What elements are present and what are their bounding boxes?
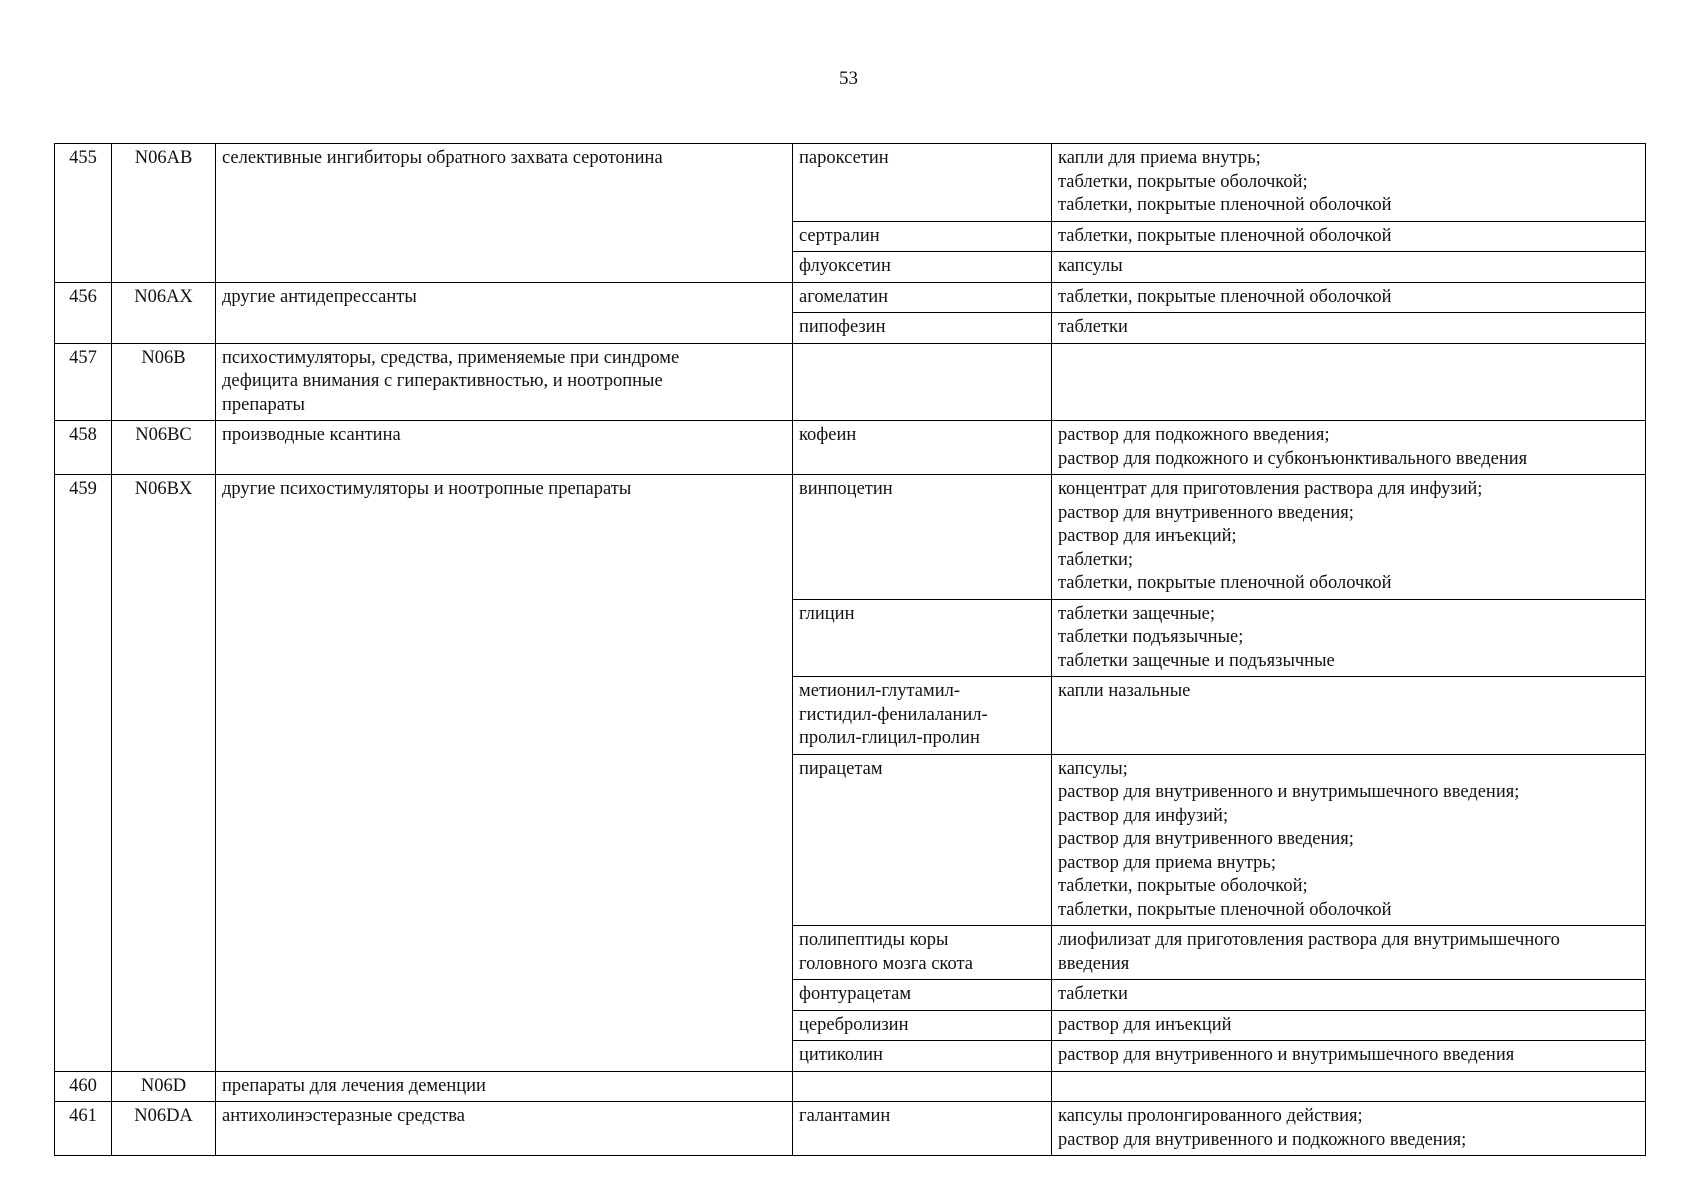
text-line: метионил-глутамил- bbox=[799, 681, 960, 701]
text-line: раствор для внутривенного введения; bbox=[1058, 829, 1354, 849]
dosage-forms-cell bbox=[1052, 313, 1646, 344]
text-line: концентрат для приготовления раствора для инфузий; bbox=[1058, 479, 1483, 499]
text-line: раствор для приема внутрь; bbox=[1058, 852, 1276, 873]
drug-name-cell bbox=[793, 754, 1052, 926]
medicines-table bbox=[54, 143, 1646, 1156]
text-line: таблетки, покрытые пленочной оболочкой bbox=[1058, 573, 1392, 593]
atc-code-cell: N06AX bbox=[112, 282, 216, 343]
text-line: капли назальные bbox=[1058, 681, 1191, 701]
text-line: пролил-глицил-пролин bbox=[799, 728, 980, 748]
table-row bbox=[55, 421, 1646, 475]
drug-name-cell bbox=[793, 1102, 1052, 1156]
group-name-cell bbox=[216, 282, 793, 343]
text-line: психостимуляторы, средства, применяемые при синдроме bbox=[222, 347, 680, 368]
dosage-forms-cell bbox=[1052, 343, 1646, 421]
text-line: фонтурацетам bbox=[799, 984, 912, 1004]
dosage-forms-cell bbox=[1052, 282, 1646, 313]
text-line: капсулы пролонгированного действия; bbox=[1058, 1106, 1363, 1126]
row-number-cell: 456 bbox=[55, 282, 112, 343]
dosage-forms-cell bbox=[1052, 421, 1646, 475]
text-line: селективные ингибиторы обратного захвата серотонина bbox=[222, 148, 663, 168]
text-line: капсулы bbox=[1058, 256, 1123, 276]
group-name-cell bbox=[216, 343, 793, 421]
drug-name-cell bbox=[793, 1041, 1052, 1072]
text-line: раствор для внутривенного и внутримышечного введения; bbox=[1058, 782, 1520, 802]
dosage-forms-cell bbox=[1052, 754, 1646, 926]
drug-name-cell bbox=[793, 144, 1052, 222]
text-line: раствор для инфузий; bbox=[1058, 805, 1229, 826]
atc-code-cell: N06AB bbox=[112, 144, 216, 283]
text-line: раствор для внутривенного и внутримышечного введения bbox=[1058, 1045, 1515, 1065]
dosage-forms-cell bbox=[1052, 144, 1646, 222]
drug-name-cell bbox=[793, 282, 1052, 313]
text-line: таблетки защечные и подъязычные bbox=[1058, 650, 1335, 671]
table-row bbox=[55, 144, 1646, 222]
group-name-cell bbox=[216, 1071, 793, 1102]
text-line: пароксетин bbox=[799, 148, 889, 168]
text-line: препараты для лечения деменции bbox=[222, 1075, 486, 1096]
text-line: таблетки; bbox=[1058, 549, 1134, 570]
text-line: таблетки, покрытые пленочной оболочкой bbox=[1058, 195, 1392, 215]
text-line: раствор для инъекций; bbox=[1058, 526, 1237, 546]
text-line: таблетки, покрытые оболочкой; bbox=[1058, 171, 1308, 192]
dosage-forms-cell bbox=[1052, 1071, 1646, 1102]
text-line: таблетки bbox=[1058, 984, 1128, 1004]
text-line: пипофезин bbox=[799, 317, 886, 337]
text-line: таблетки, покрытые оболочкой; bbox=[1058, 876, 1308, 896]
drug-name-cell bbox=[793, 252, 1052, 283]
row-number-cell: 457 bbox=[55, 343, 112, 421]
dosage-forms-cell bbox=[1052, 475, 1646, 600]
dosage-forms-cell bbox=[1052, 1041, 1646, 1072]
table-row bbox=[55, 343, 1646, 421]
text-line: винпоцетин bbox=[799, 479, 893, 499]
text-line: дефицита внимания с гиперактивностью, и ноотропные bbox=[222, 371, 663, 391]
atc-code-cell: N06D bbox=[112, 1071, 216, 1102]
drug-name-cell bbox=[793, 599, 1052, 677]
text-line: раствор для подкожного введения; bbox=[1058, 425, 1330, 445]
drug-name-cell bbox=[793, 980, 1052, 1011]
text-line: полипептиды коры bbox=[799, 930, 949, 950]
text-line: галантамин bbox=[799, 1106, 891, 1126]
dosage-forms-cell bbox=[1052, 926, 1646, 980]
text-line: раствор для внутривенного введения; bbox=[1058, 502, 1354, 523]
text-line: лиофилизат для приготовления раствора для внутримышечного bbox=[1058, 930, 1560, 950]
drug-name-cell bbox=[793, 1010, 1052, 1041]
drug-name-cell bbox=[793, 475, 1052, 600]
row-number-cell: 459 bbox=[55, 475, 112, 1072]
text-line: пирацетам bbox=[799, 758, 883, 779]
row-number-cell: 458 bbox=[55, 421, 112, 475]
text-line: агомелатин bbox=[799, 286, 889, 307]
dosage-forms-cell bbox=[1052, 677, 1646, 755]
text-line: таблетки защечные; bbox=[1058, 603, 1216, 624]
row-number-cell: 461 bbox=[55, 1102, 112, 1156]
dosage-forms-cell bbox=[1052, 221, 1646, 252]
drug-name-cell bbox=[793, 677, 1052, 755]
drug-name-cell bbox=[793, 1071, 1052, 1102]
text-line: раствор для подкожного и субконъюнктивального введения bbox=[1058, 448, 1528, 469]
dosage-forms-cell bbox=[1052, 599, 1646, 677]
text-line: препараты bbox=[222, 394, 305, 415]
drug-name-cell bbox=[793, 421, 1052, 475]
table-row bbox=[55, 1102, 1646, 1156]
group-name-cell bbox=[216, 1102, 793, 1156]
group-name-cell bbox=[216, 475, 793, 1072]
drug-name-cell bbox=[793, 221, 1052, 252]
row-number-cell: 455 bbox=[55, 144, 112, 283]
dosage-forms-cell bbox=[1052, 252, 1646, 283]
text-line: раствор для внутривенного и подкожного введения; bbox=[1058, 1129, 1467, 1150]
drug-name-cell bbox=[793, 343, 1052, 421]
text-line: сертралин bbox=[799, 225, 880, 246]
drug-name-cell bbox=[793, 313, 1052, 344]
text-line: таблетки bbox=[1058, 317, 1128, 337]
text-line: капли для приема внутрь; bbox=[1058, 148, 1261, 168]
text-line: цитиколин bbox=[799, 1045, 883, 1065]
text-line: антихолинэстеразные средства bbox=[222, 1106, 465, 1126]
text-line: таблетки, покрытые пленочной оболочкой bbox=[1058, 225, 1392, 246]
text-line: таблетки, покрытые пленочной оболочкой bbox=[1058, 899, 1392, 920]
atc-code-cell: N06BX bbox=[112, 475, 216, 1072]
table-row bbox=[55, 475, 1646, 600]
text-line: церебролизин bbox=[799, 1014, 909, 1035]
group-name-cell bbox=[216, 421, 793, 475]
text-line: головного мозга скота bbox=[799, 953, 973, 974]
drug-name-cell bbox=[793, 926, 1052, 980]
text-line: флуоксетин bbox=[799, 256, 891, 276]
page-number: 53 bbox=[839, 68, 858, 89]
row-number-cell: 460 bbox=[55, 1071, 112, 1102]
text-line: производные ксантина bbox=[222, 425, 401, 445]
atc-code-cell: N06B bbox=[112, 343, 216, 421]
text-line: кофеин bbox=[799, 425, 857, 445]
dosage-forms-cell bbox=[1052, 1102, 1646, 1156]
text-line: другие антидепрессанты bbox=[222, 286, 417, 307]
table-row bbox=[55, 282, 1646, 313]
atc-code-cell: N06BC bbox=[112, 421, 216, 475]
text-line: другие психостимуляторы и ноотропные препараты bbox=[222, 479, 632, 499]
text-line: таблетки, покрытые пленочной оболочкой bbox=[1058, 286, 1392, 307]
group-name-cell bbox=[216, 144, 793, 283]
dosage-forms-cell bbox=[1052, 980, 1646, 1011]
text-line: раствор для инъекций bbox=[1058, 1014, 1232, 1035]
text-line: гистидил-фенилаланил- bbox=[799, 704, 988, 725]
text-line: таблетки подъязычные; bbox=[1058, 627, 1244, 647]
text-line: капсулы; bbox=[1058, 758, 1128, 779]
text-line: глицин bbox=[799, 603, 855, 624]
text-line: введения bbox=[1058, 953, 1130, 974]
atc-code-cell: N06DA bbox=[112, 1102, 216, 1156]
dosage-forms-cell bbox=[1052, 1010, 1646, 1041]
table-row bbox=[55, 1071, 1646, 1102]
